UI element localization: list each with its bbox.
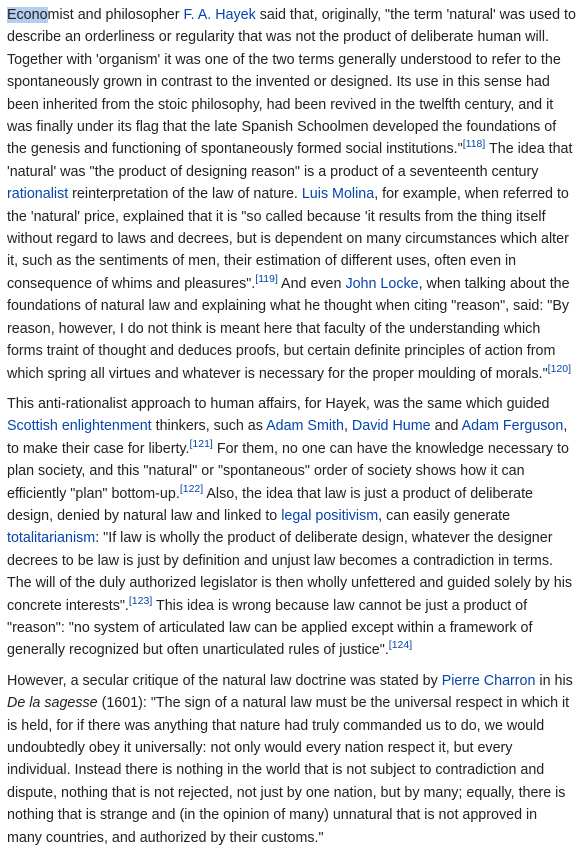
body-text: , for example, when referred to the 'natural' price, explained that it is "so called because 'it results from the thing itself without regard to laws and decrees, but is dependent on many circumstances which alter it, such as the sentiments of men, their estimation of different uses, often even in consequence of whims and pleasures". — [7, 186, 569, 292]
body-text: , can easily generate — [378, 507, 511, 524]
citation-superscript — [389, 640, 412, 652]
wiki-link[interactable]: Pierre Charron — [441, 672, 536, 689]
citation-superscript — [463, 139, 486, 151]
body-text: This idea is wrong because law cannot be just a product of "reason": "no system of articulated law can be applied except within a framework of generally recognized but often unarticulated rules of justice". — [7, 597, 533, 659]
body-text: Also, the idea that law is just a product of deliberate design, denied by natural law and linked to — [7, 485, 533, 524]
body-text: This anti-rationalist approach to human affairs, for Hayek, was the same which guided — [7, 395, 550, 412]
body-text: reinterpretation of the law of nature. — [68, 186, 302, 203]
body-text: For them, no one can have the knowledge necessary to plan society, and this "natural" or "spontaneous" order of society shows how it can efficiently "plan" bottom-up. — [7, 440, 569, 502]
body-text: and — [430, 418, 462, 435]
body-text: in his — [535, 672, 573, 689]
paragraph-2 — [7, 393, 576, 662]
wiki-link[interactable]: rationalist — [7, 186, 69, 203]
body-text: However, a secular critique of the natural law doctrine was stated by — [7, 672, 442, 689]
body-text: , — [343, 418, 352, 435]
citation-superscript — [255, 273, 278, 285]
citation-superscript — [180, 483, 203, 495]
citation-link[interactable]: [119] — [255, 273, 278, 286]
body-text: said that, originally, "the term 'natural' was used to describe an orderliness or regularity that was not the product of deliberate human will. Together with 'organism' it was one of the two terms generally understood to refer to the spontaneously grown in contrast to the invented or designed. Its use in this sense had been inherited from the stoic philosophy, had been revived in the twelfth century, and it was finally under its flag that the late Spanish Schoolmen developed the foundations of the genesis and functioning of spontaneously formed social institutions." — [7, 7, 576, 158]
wiki-link[interactable]: John Locke — [345, 275, 419, 292]
paragraph-1 — [7, 4, 576, 385]
citation-superscript — [548, 363, 571, 375]
citation-link[interactable]: [122] — [179, 482, 204, 495]
body-text: And even — [277, 275, 346, 292]
body-text: The idea that 'natural' was "the product of designing reason" is a product of a seventeenth century — [7, 141, 573, 180]
wiki-link[interactable]: legal positivism — [281, 507, 379, 524]
wiki-link[interactable]: totalitarianism — [7, 530, 96, 547]
wiki-link[interactable]: Adam Smith — [266, 418, 344, 435]
wiki-link[interactable]: F. A. Hayek — [183, 7, 256, 23]
body-text: , to make their case for liberty. — [7, 418, 568, 457]
citation-link[interactable]: [123] — [128, 594, 153, 607]
paragraph-3 — [7, 670, 576, 849]
citation-superscript — [129, 595, 152, 607]
wiki-link[interactable]: Adam Ferguson — [461, 418, 564, 435]
citation-link[interactable]: [121] — [189, 437, 213, 450]
body-text: mist and philosopher — [47, 7, 184, 23]
wiki-link[interactable]: David Hume — [351, 418, 431, 435]
wiki-link[interactable]: Luis Molina — [301, 186, 375, 203]
body-text: thinkers, such as — [151, 418, 267, 435]
citation-superscript — [190, 438, 213, 450]
citation-link[interactable]: [118] — [462, 138, 486, 151]
book-title: De la sagesse — [7, 695, 98, 712]
body-text: , when talking about the foundations of natural law and explaining what he thought when citing "reason", said: "By reason, however, I do not think is meant here that faculty of the understanding which forms traint of thought and deduces proofs, but certain definite principles of action from which spring all virtues and whatever is necessary for the proper moulding of morals." — [7, 275, 570, 382]
selected-text: Econo — [7, 7, 48, 23]
body-text: (1601): "The sign of a natural law must be the universal respect in which it is held, for if there was anything that nature had truly commanded us to do, we would undoubtedly obey it universally: not only would every nation respect it, but every individual. Instead there is nothing in the world that is not subject to contradiction and dispute, nothing that is not rejected, not just by one nation, but by many; equally, there is nothing that is strange and (in the opinion of many) unnatural that is not approved in many countries, and authorized by their customs." — [7, 695, 570, 846]
citation-link[interactable]: [120] — [547, 362, 572, 375]
wiki-link[interactable]: Scottish enlightenment — [7, 418, 152, 435]
citation-link[interactable]: [124] — [388, 639, 413, 652]
body-text: : "If law is wholly the product of deliberate design, whatever the designer decrees to be law is just by definition and unjust law becomes a contradiction in terms. The will of the duly authorized legislator is then wholly unfettered and guided solely by his concrete interests". — [7, 530, 573, 614]
